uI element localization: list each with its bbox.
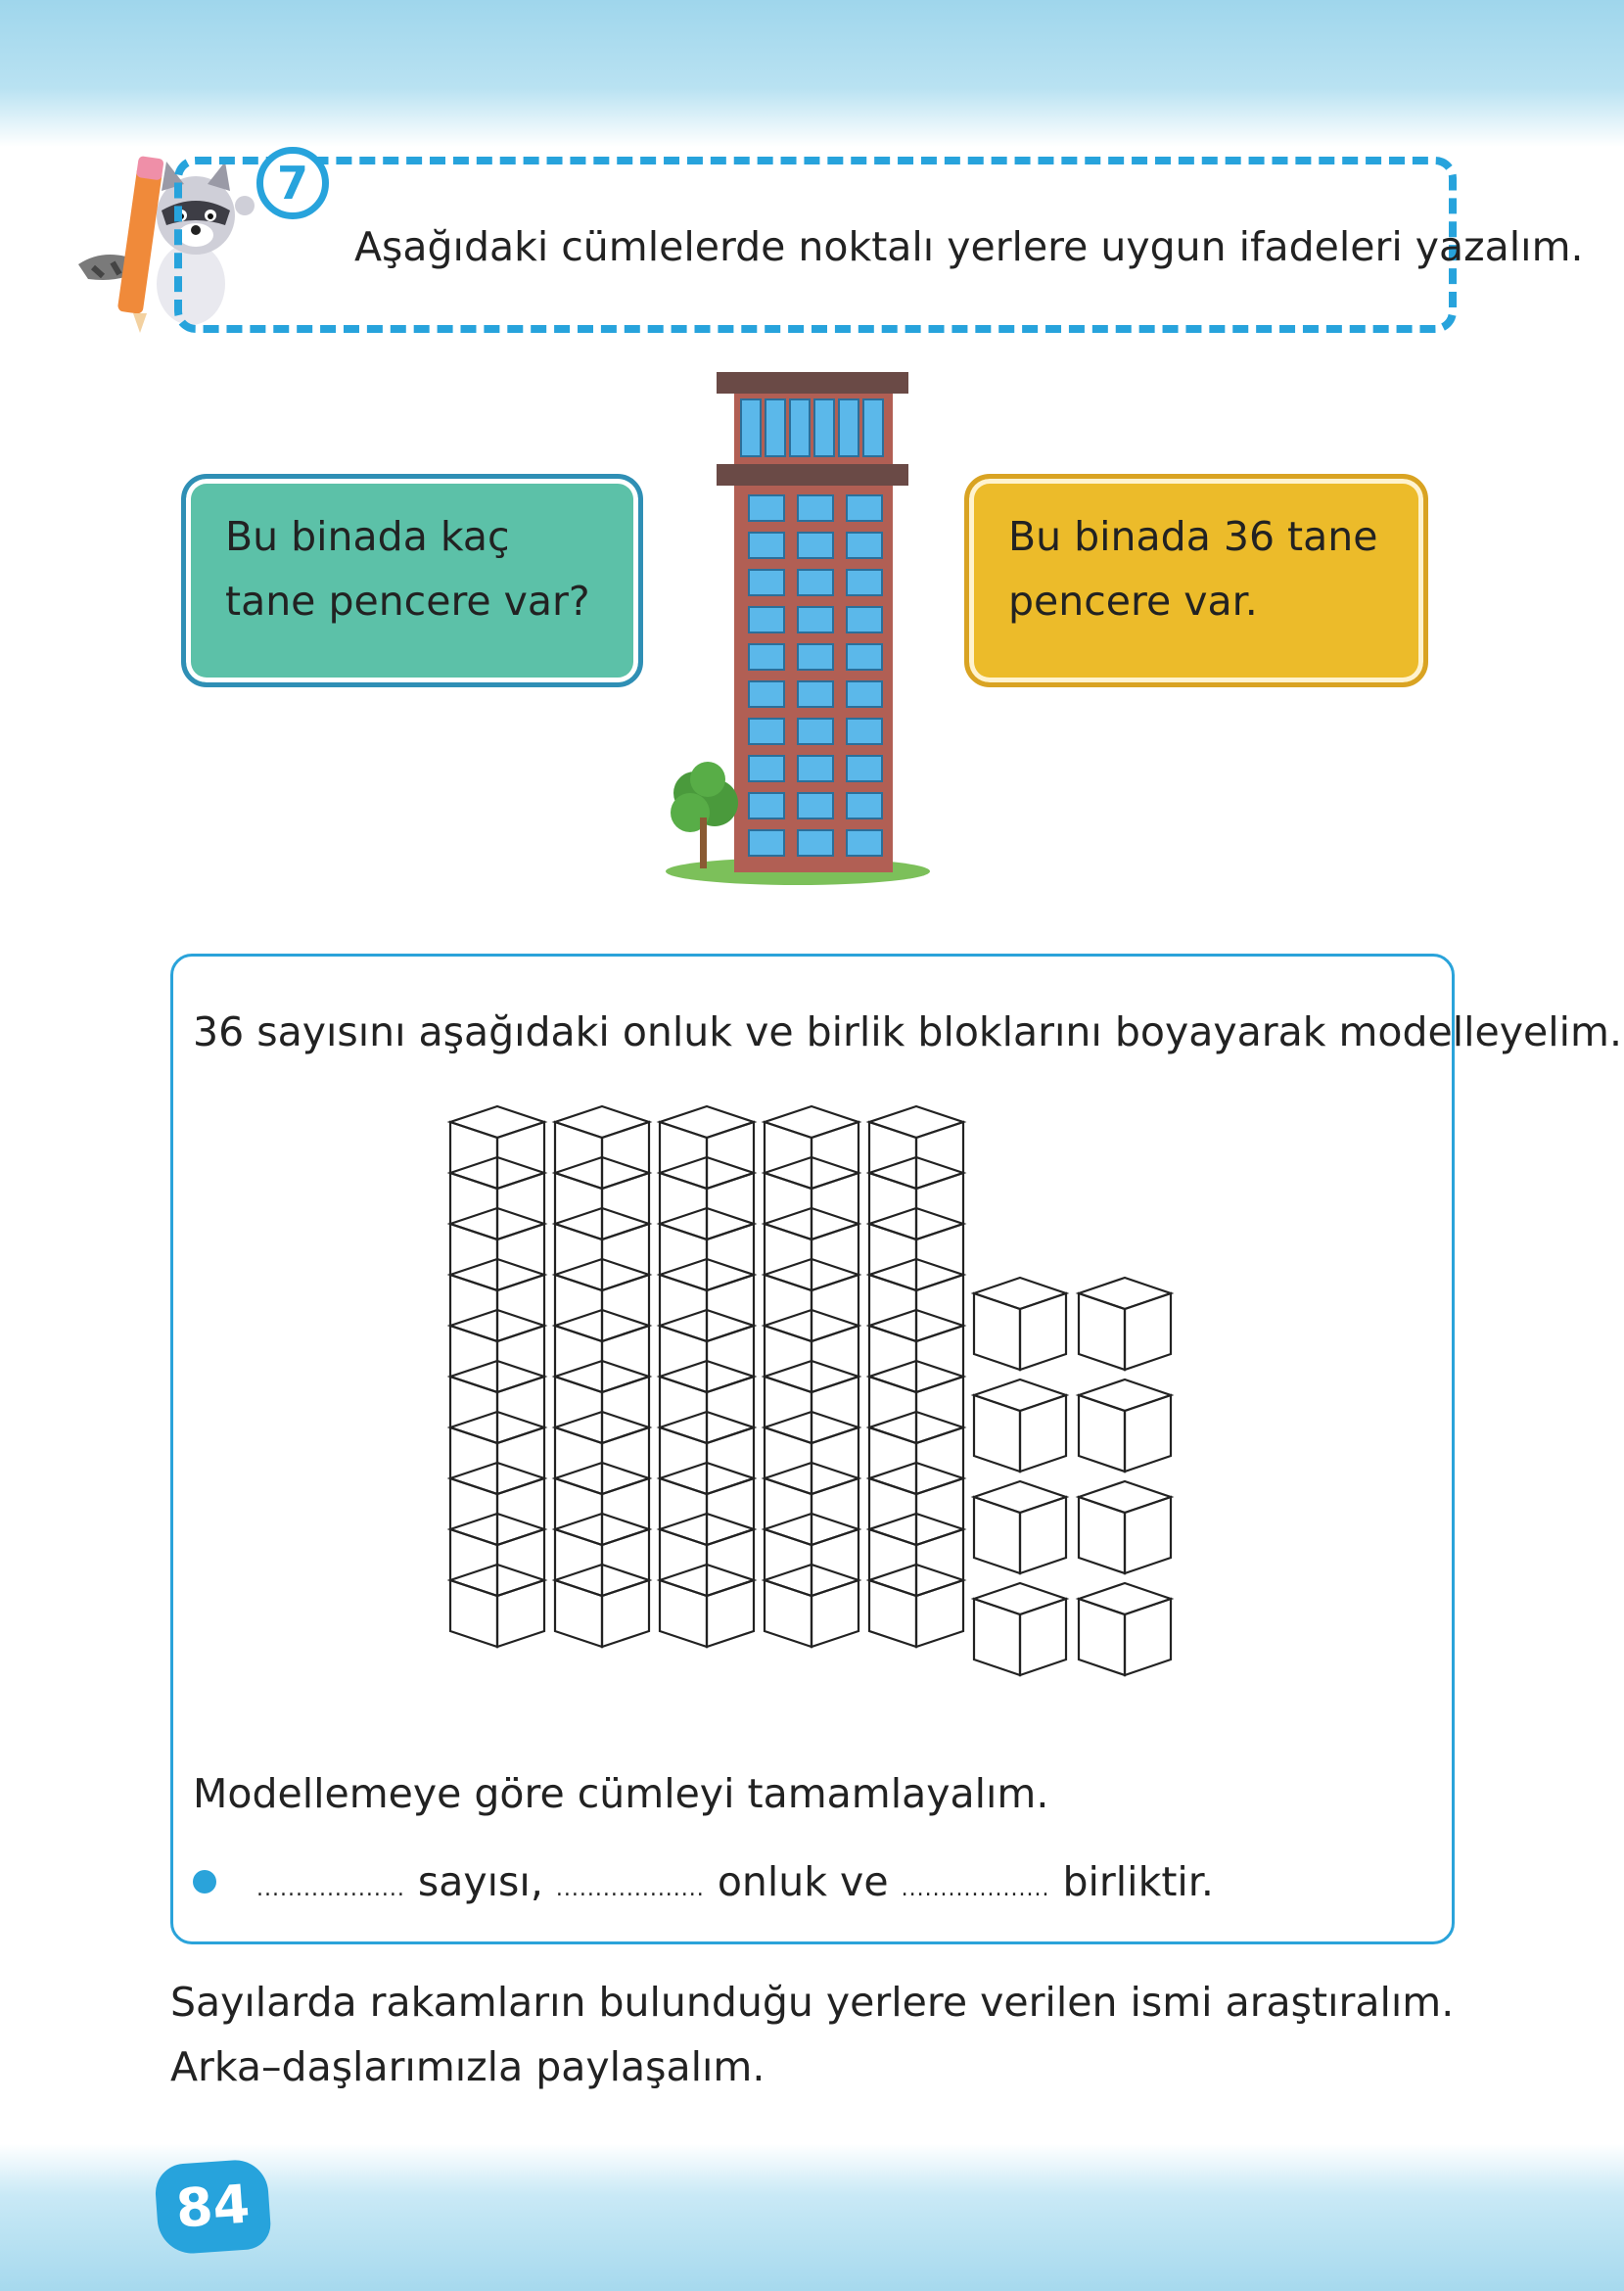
tens-rod-cube xyxy=(660,1106,754,1189)
building-window xyxy=(847,793,882,818)
building-window xyxy=(798,644,833,670)
building-top-window xyxy=(814,399,834,456)
unit-cube xyxy=(1079,1278,1171,1370)
blank-ones[interactable]: ................... xyxy=(901,1877,1050,1901)
building-window xyxy=(847,644,882,670)
building-window xyxy=(749,830,784,856)
unit-cube xyxy=(974,1278,1066,1370)
building-window xyxy=(749,533,784,558)
tens-rod-cube xyxy=(555,1106,649,1189)
question-text: Bu binada kaç tane pencere var? xyxy=(225,513,590,625)
building-window xyxy=(798,830,833,856)
unit-cube xyxy=(1079,1481,1171,1573)
building-window xyxy=(798,607,833,632)
building-window xyxy=(749,681,784,707)
building-window xyxy=(847,607,882,632)
page-number: 84 xyxy=(154,2158,272,2256)
building-window xyxy=(847,495,882,521)
building-top-window xyxy=(741,399,761,456)
sentence-part-3: birliktir. xyxy=(1062,1858,1214,1905)
tens-rod-cube xyxy=(869,1106,963,1189)
tens-rod-cube xyxy=(450,1106,544,1189)
building-window xyxy=(847,756,882,781)
unit-cube xyxy=(974,1583,1066,1675)
building-window xyxy=(798,495,833,521)
building-top-window xyxy=(839,399,858,456)
sentence-part-2: onluk ve xyxy=(717,1858,889,1905)
complete-sentence-prompt: Modellemeye göre cümleyi tamamlayalım. xyxy=(193,1770,1049,1817)
building-top-window xyxy=(863,399,883,456)
building-window xyxy=(749,719,784,744)
building-window xyxy=(749,756,784,781)
building-window xyxy=(749,793,784,818)
unit-cube xyxy=(974,1379,1066,1472)
building-top-window xyxy=(790,399,810,456)
building-window xyxy=(749,644,784,670)
building-top-window xyxy=(766,399,785,456)
task-number-badge: 7 xyxy=(256,147,329,219)
building-window xyxy=(847,570,882,595)
question-bubble xyxy=(181,474,643,687)
blank-tens[interactable]: ................... xyxy=(555,1877,705,1901)
unit-cube xyxy=(1079,1583,1171,1675)
sentence-part-1: sayısı, xyxy=(417,1858,543,1905)
unit-cube xyxy=(1079,1379,1171,1472)
base-ten-blocks xyxy=(431,1097,1214,1704)
model-instruction: 36 sayısını aşağıdaki onluk ve birlik bloklarını boyayarak modelleyelim. xyxy=(193,1008,1623,1055)
building-window xyxy=(749,570,784,595)
bullet-dot xyxy=(193,1870,216,1894)
building-window xyxy=(847,830,882,856)
research-prompt: Sayılarda rakamların bulunduğu yerlere verilen ismi araştıralım. Arka–daşlarımızla paylaşalım. xyxy=(170,1979,1455,2090)
building-window xyxy=(847,719,882,744)
building-window xyxy=(798,570,833,595)
building-window xyxy=(798,719,833,744)
building-illustration xyxy=(661,372,935,891)
building-window xyxy=(798,681,833,707)
building-window xyxy=(798,533,833,558)
answer-text: Bu binada 36 tane pencere var. xyxy=(1008,513,1378,625)
building-window xyxy=(847,533,882,558)
building-window xyxy=(798,793,833,818)
building-window xyxy=(749,607,784,632)
building-window xyxy=(847,681,882,707)
top-header-band xyxy=(0,0,1624,147)
fill-in-sentence xyxy=(256,1858,1214,1905)
building-window xyxy=(798,756,833,781)
building-window xyxy=(749,495,784,521)
answer-bubble xyxy=(964,474,1428,687)
tens-rod-cube xyxy=(765,1106,858,1189)
blank-number[interactable]: ................... xyxy=(256,1877,405,1901)
task-instruction: Aşağıdaki cümlelerde noktalı yerlere uygun ifadeleri yazalım. xyxy=(354,223,1584,270)
unit-cube xyxy=(974,1481,1066,1573)
